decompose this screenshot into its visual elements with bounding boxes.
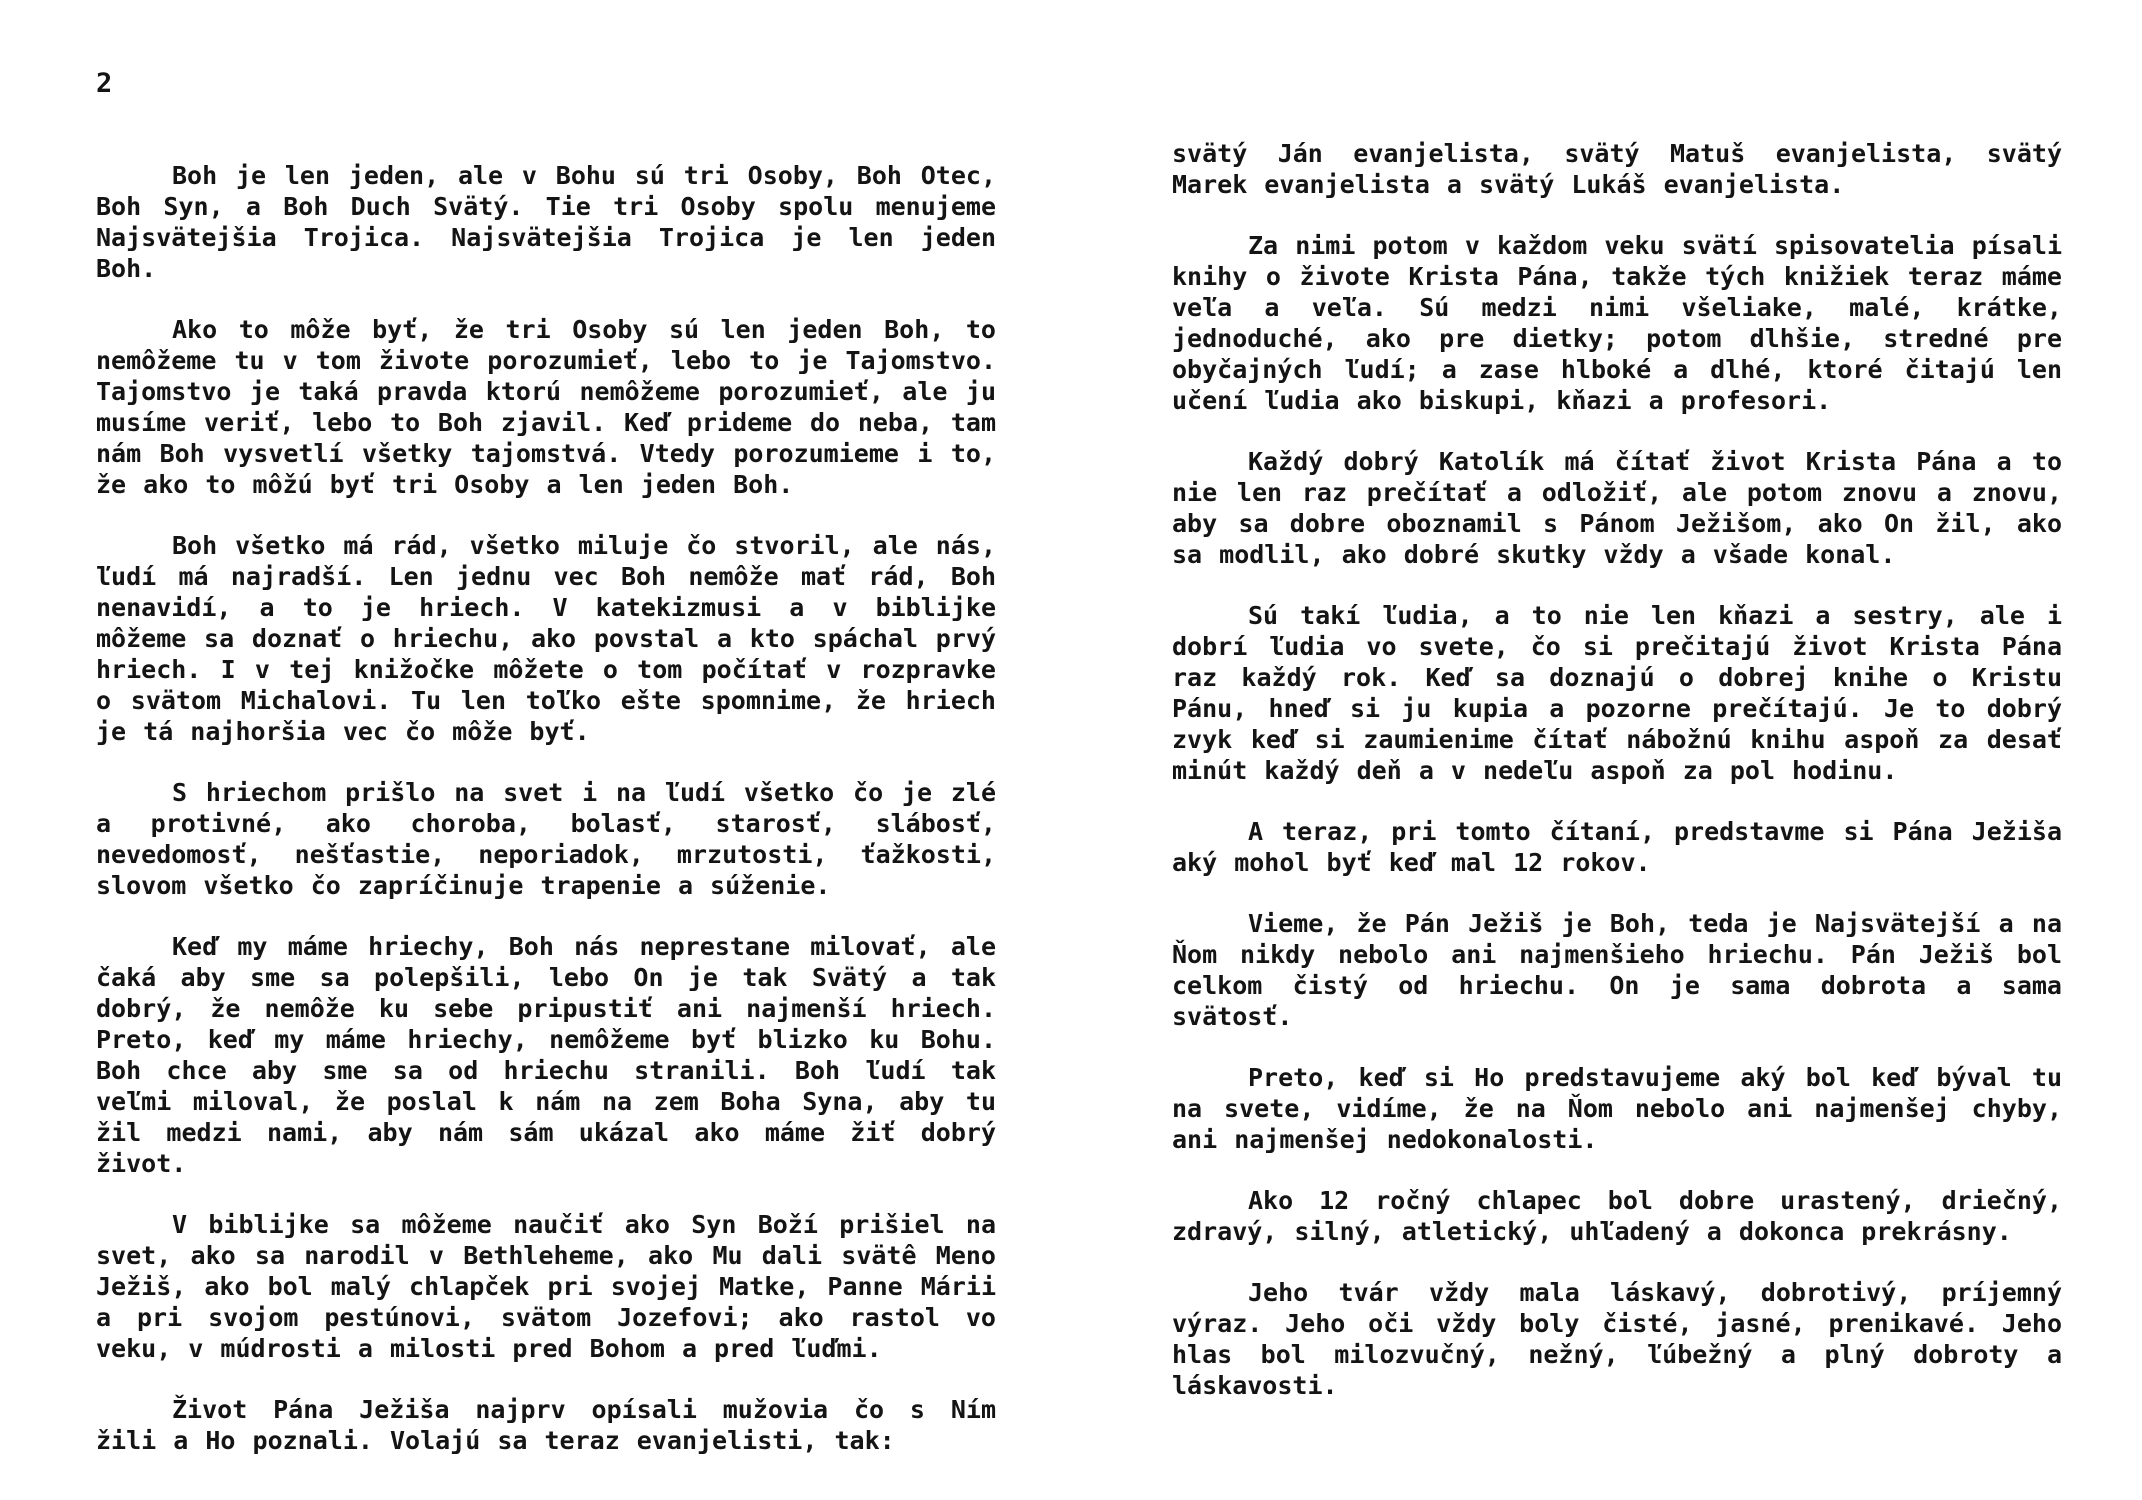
paragraph: Jeho tvár vždy mala láskavý, dobrotivý, príjemný výraz. Jeho oči vždy boly čisté, jasné, prenikavé. Jeho hlas bol milozvučný, nežný, ľúbežný a plný dobroty a láskavosti.	[1172, 1278, 2062, 1400]
paragraph: A teraz, pri tomto čítaní, predstavme si Pána Ježiša aký mohol byť keď mal 12 rokov.	[1172, 817, 2062, 877]
paragraph: Boh je len jeden, ale v Bohu sú tri Osoby, Boh Otec, Boh Syn, a Boh Duch Svätý. Tie tri Osoby spolu menujeme Najsvätejšia Trojica. Najsvätejšia Trojica je len jeden Boh.	[96, 161, 996, 283]
paragraph: Keď my máme hriechy, Boh nás neprestane milovať, ale čaká aby sme sa polepšili, lebo On je tak Svätý a tak dobrý, že nemôže ku sebe pripustiť ani najmenší hriech. Preto, keď my máme hriechy, nemôžeme byť blizko ku Bohu. Boh chce aby sme sa od hriechu stranili. Boh ľudí tak veľmi miloval, že poslal k nám na zem Boha Syna, aby tu žil medzi nami, aby nám sám ukázal ako máme žiť dobrý život.	[96, 932, 996, 1178]
page-number: 2	[96, 68, 113, 99]
paragraph: V biblijke sa môžeme naučiť ako Syn Boží prišiel na svet, ako sa narodil v Bethleheme, ako Mu dali svätê Meno Ježiš, ako bol malý chlapček pri svojej Matke, Panne Márii a pri svojom pestúnovi, svätom Jozefovi; ako rastol vo veku, v múdrosti a milosti pred Bohom a pred ľuďmi.	[96, 1210, 996, 1363]
paragraph: Ako to môže byť, že tri Osoby sú len jeden Boh, to nemôžeme tu v tom živote porozumieť, lebo to je Tajomstvo. Tajomstvo je taká pravda ktorú nemôžeme porozumieť, ale ju musíme veriť, lebo to Boh zjavil. Keď prideme do neba, tam nám Boh vysvetlí všetky tajomstvá. Vtedy porozumieme i to, že ako to môžú byť tri Osoby a len jeden Boh.	[96, 315, 996, 499]
paragraph: Za nimi potom v každom veku svätí spisovatelia písali knihy o živote Krista Pána, takže tých knižiek teraz máme veľa a veľa. Sú medzi nimi všeliake, malé, krátke, jednoduché, ako pre dietky; potom dlhšie, stredné pre obyčajných ľudí; a zase hlboké a dlhé, ktoré čitajú len učení ľudia ako biskupi, kňazi a profesori.	[1172, 231, 2062, 415]
right-column	[1172, 138, 2072, 1431]
paragraph: S hriechom prišlo na svet i na ľudí všetko čo je zlé a protivné, ako choroba, bolasť, starosť, slábosť, nevedomosť, nešťastie, neporiadok, mrzutosti, ťažkosti, slovom všetko čo zapríčinuje trapenie a súženie.	[96, 778, 996, 900]
paragraph: Život Pána Ježiša najprv opísali mužovia čo s Ním žili a Ho poznali. Volajú sa teraz evanjelisti, tak:	[96, 1395, 996, 1455]
paragraph: svätý Ján evanjelista, svätý Matuš evanjelista, svätý Marek evanjelista a svätý Lukáš evanjelista.	[1172, 139, 2062, 199]
paragraph: Preto, keď si Ho predstavujeme aký bol keď býval tu na svete, vidíme, že na Ňom nebolo ani najmenšej chyby, ani najmenšej nedokonalosti.	[1172, 1063, 2062, 1154]
paragraph: Každý dobrý Katolík má čítať život Krista Pána a to nie len raz prečítať a odložiť, ale potom znovu a znovu, aby sa dobre oboznamil s Pánom Ježišom, ako On žil, ako sa modlil, ako dobré skutky vždy a všade konal.	[1172, 447, 2062, 569]
paragraph: Vieme, že Pán Ježiš je Boh, teda je Najsvätejší a na Ňom nikdy nebolo ani najmenšieho hriechu. Pán Ježiš bol celkom čistý od hriechu. On je sama dobrota a sama svätosť.	[1172, 909, 2062, 1031]
paragraph: Sú takí ľudia, a to nie len kňazi a sestry, ale i dobrí ľudia vo svete, čo si prečitajú život Krista Pána raz každý rok. Keď sa doznajú o dobrej knihe o Kristu Pánu, hneď si ju kupia a pozorne prečítajú. Je to dobrý zvyk keď si zaumienime čítať nábožnú knihu aspoň za desať minút každý deň a v nedeľu aspoň za pol hodinu.	[1172, 601, 2062, 785]
paragraph: Boh všetko má rád, všetko miluje čo stvoril, ale nás, ľudí má najradší. Len jednu vec Boh nemôže mať rád, Boh nenavidí, a to je hriech. V katekizmusi a v biblijke môžeme sa doznať o hriechu, ako povstal a kto spáchal prvý hriech. I v tej knižočke môžete o tom počítať v rozpravke o svätom Michalovi. Tu len toľko ešte spomnime, že hriech je tá najhoršia vec čo môže byť.	[96, 531, 996, 746]
paragraph: Ako 12 ročný chlapec bol dobre urastený, driečný, zdravý, silný, atletický, uhľadený a dokonca prekrásny.	[1172, 1186, 2062, 1246]
left-column	[96, 160, 996, 1486]
